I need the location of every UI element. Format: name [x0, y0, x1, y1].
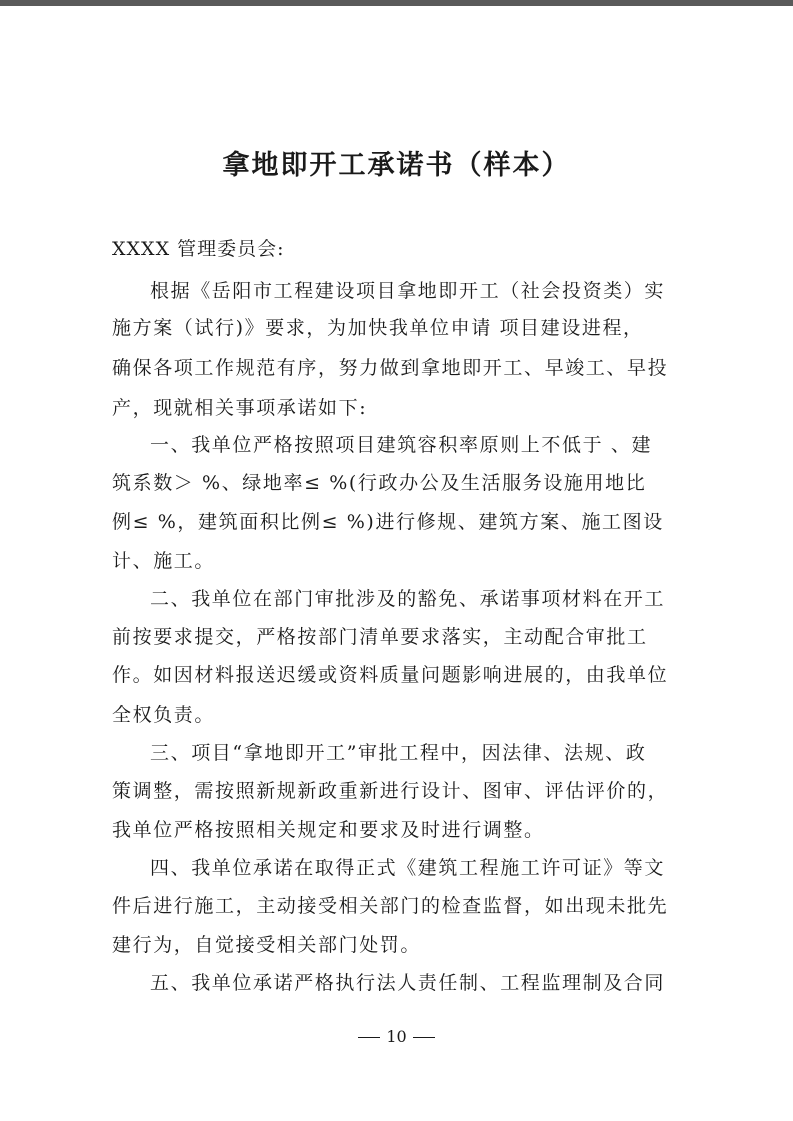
footer-dash-right: [413, 1037, 435, 1038]
paragraph-intro-line: 根据《岳阳市工程建设项目拿地即开工（社会投资类）实: [150, 280, 666, 302]
clause-3-line: 三、项目“拿地即开工”审批工程中，因法律、法规、政: [150, 742, 647, 764]
clause-5-line: 五、我单位承诺严格执行法人责任制、工程监理制及合同: [150, 972, 666, 994]
clause-1-line: 例≤ %，建筑面积比例≤ %)进行修规、建筑方案、施工图设: [112, 511, 664, 533]
clause-2-line: 二、我单位在部门审批涉及的豁免、承诺事项材料在开工: [150, 588, 666, 610]
clause-4-line: 建行为，自觉接受相关部门处罚。: [112, 934, 422, 956]
clause-3-line: 我单位严格按照相关规定和要求及时进行调整。: [112, 819, 545, 841]
footer-dash-left: [358, 1037, 380, 1038]
document-title: 拿地即开工承诺书（样本）: [222, 150, 571, 181]
clause-4-line: 四、我单位承诺在取得正式《建筑工程施工许可证》等文: [150, 857, 666, 879]
page-footer: [0, 1025, 793, 1049]
clause-2-line: 全权负责。: [112, 704, 216, 726]
clause-2-line: 作。如因材料报送迟缓或资料质量问题影响进展的，由我单位: [112, 664, 669, 686]
paragraph-intro-line: 确保各项工作规范有序，努力做到拿地即开工、早竣工、早投: [112, 357, 669, 379]
clause-2-line: 前按要求提交，严格按部门清单要求落实，主动配合审批工: [112, 626, 648, 648]
salutation: XXXX 管理委员会:: [112, 238, 285, 260]
clause-4-line: 件后进行施工，主动接受相关部门的检查监督，如出现未批先: [112, 895, 669, 917]
clause-3-line: 策调整，需按照新规新政重新进行设计、图审、评估评价的，: [112, 780, 669, 802]
page-number: 10: [386, 1027, 407, 1046]
paragraph-intro-line: 产，现就相关事项承诺如下:: [112, 397, 368, 419]
clause-1-line: 一、我单位严格按照项目建筑容积率原则上不低于 、建: [150, 434, 653, 456]
clause-1-line: 计、施工。: [112, 550, 216, 572]
clause-1-line: 筑系数＞ %、绿地率≤ %(行政办公及生活服务设施用地比: [112, 472, 647, 494]
paragraph-intro-line: 施方案（试行)》要求，为加快我单位申请 项目建设进程，: [112, 317, 644, 339]
